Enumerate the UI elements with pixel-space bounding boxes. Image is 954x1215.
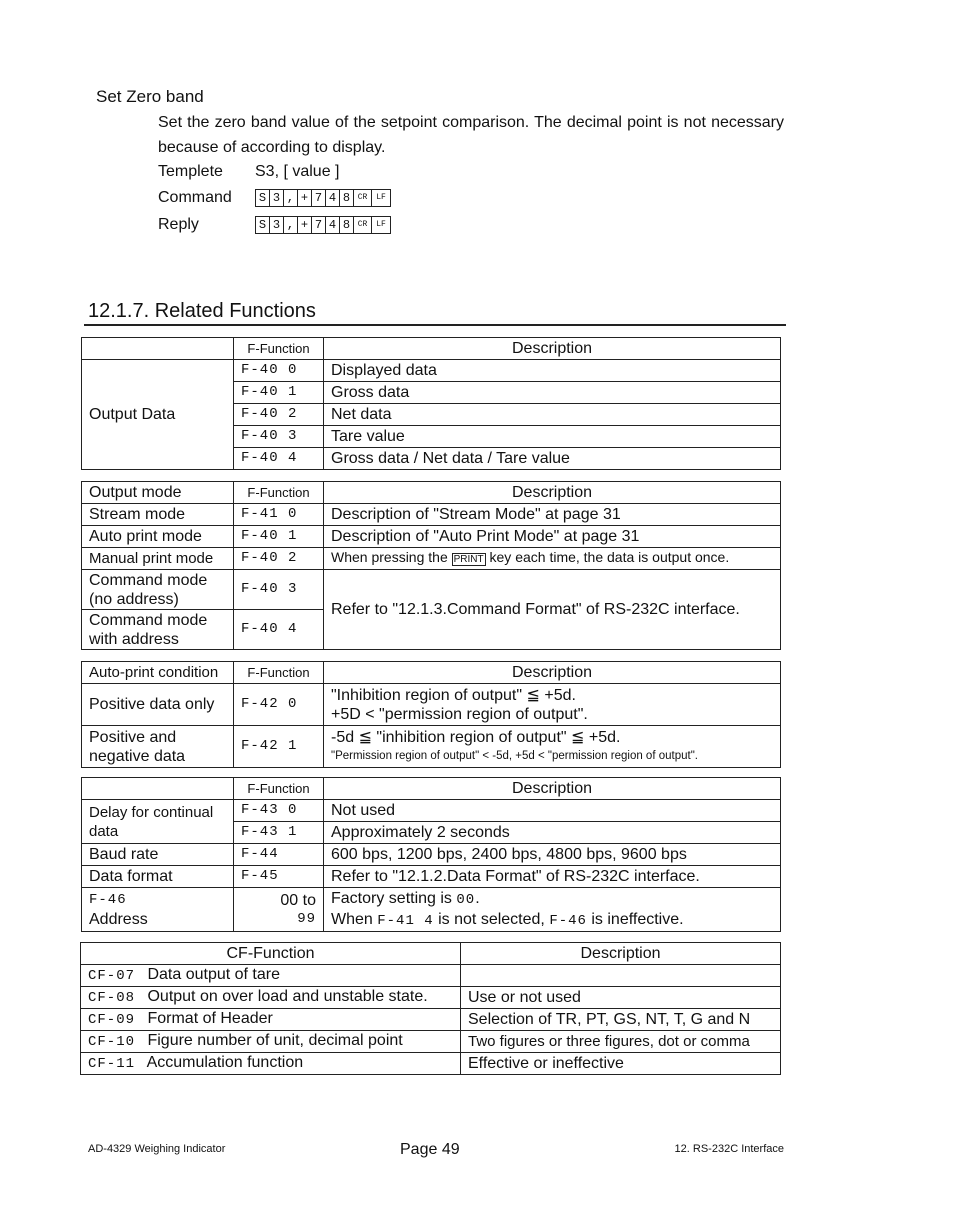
- template-value: S3, [ value ]: [255, 163, 340, 180]
- func-desc: [324, 684, 781, 726]
- key: LF: [376, 220, 386, 229]
- func-code: F-45: [234, 866, 324, 888]
- condition-label: Positive and negative data: [82, 726, 234, 768]
- cf-name: Accumulation function: [146, 1054, 304, 1071]
- desc-text: is ineffective.: [591, 910, 684, 928]
- func-desc: Gross data: [324, 382, 781, 404]
- table-row: [81, 1031, 781, 1053]
- cf-code: CF-11: [88, 1056, 136, 1072]
- table-row: [82, 526, 781, 548]
- func-desc: [324, 726, 781, 768]
- func-code: F-40 1: [234, 382, 324, 404]
- reply-row: [158, 216, 391, 234]
- cf-name: Data output of tare: [147, 966, 280, 983]
- cf-name-cell: [81, 965, 461, 987]
- section-title: 12.1.7. Related Functions: [88, 300, 316, 322]
- table-row: [82, 778, 781, 800]
- print-key-icon: PRINT: [453, 554, 484, 565]
- key: 7: [312, 217, 326, 233]
- table-row: [82, 684, 781, 726]
- cf-code: CF-09: [88, 1012, 136, 1028]
- col-header-func: CF-Function: [81, 943, 461, 965]
- table-cell: [82, 338, 234, 360]
- cf-code: CF-07: [88, 968, 136, 984]
- cf-name-cell: [81, 1009, 461, 1031]
- auto-print-table: [81, 661, 781, 768]
- key: 8: [340, 217, 354, 233]
- mode-label: Command mode with address: [82, 610, 234, 650]
- template-label: Templete: [158, 163, 223, 180]
- func-code: F-42 1: [234, 726, 324, 768]
- cf-name-cell: [81, 987, 461, 1009]
- col-header-desc: Description: [324, 482, 781, 504]
- func-desc: [324, 888, 781, 932]
- desc-text: is not selected,: [438, 910, 545, 928]
- desc-text: Factory setting is: [331, 889, 452, 907]
- table-row: [82, 504, 781, 526]
- desc-line: [331, 910, 773, 931]
- cf-desc: Selection of TR, PT, GS, NT, T, G and N: [461, 1009, 781, 1031]
- output-mode-table: [81, 481, 781, 650]
- table-row: [82, 844, 781, 866]
- func-code: F-40 3: [234, 426, 324, 448]
- output-data-table: [81, 337, 781, 470]
- footer-right: 12. RS-232C Interface: [674, 1143, 784, 1155]
- cf-name: Figure number of unit, decimal point: [147, 1032, 403, 1049]
- desc-code: F-41 4: [377, 912, 434, 929]
- key: 3: [270, 217, 284, 233]
- key: 3: [270, 190, 284, 206]
- key: S: [256, 190, 270, 206]
- table-row: [82, 338, 781, 360]
- desc-code: 00: [456, 891, 476, 908]
- key: LF: [376, 193, 386, 202]
- func-desc: Description of "Stream Mode" at page 31: [324, 504, 781, 526]
- desc-line: "Permission region of output" < -5d, +5d < "permission region of output".: [331, 749, 698, 762]
- func-desc: Displayed data: [324, 360, 781, 382]
- cf-desc: Two figures or three figures, dot or comma: [461, 1031, 781, 1053]
- command-keys: [255, 189, 391, 207]
- cf-name-cell: [81, 1053, 461, 1075]
- col-header-func: F-Function: [234, 778, 324, 800]
- misc-function-table: [81, 777, 781, 932]
- table-row: [81, 1053, 781, 1075]
- key: 7: [312, 190, 326, 206]
- table-row: [82, 570, 781, 610]
- func-code: F-40 2: [234, 404, 324, 426]
- col-header-desc: Description: [461, 943, 781, 965]
- cf-desc: [461, 965, 781, 987]
- key: +: [298, 190, 312, 206]
- reply-label: Reply: [158, 216, 199, 233]
- key: S: [256, 217, 270, 233]
- section-rule: [84, 324, 786, 326]
- output-data-label: Output Data: [82, 360, 234, 470]
- command-label: Command: [158, 189, 232, 206]
- cf-desc: Use or not used: [461, 987, 781, 1009]
- func-desc: Net data: [324, 404, 781, 426]
- col-header-desc: Description: [324, 338, 781, 360]
- desc-text: key each time, the data is output once.: [489, 549, 730, 565]
- desc-line: -5d ≦ "inhibition region of output" ≦ +5d.: [331, 728, 621, 746]
- desc-line: [331, 889, 773, 910]
- format-label: Data format: [82, 866, 234, 888]
- key: 4: [326, 217, 340, 233]
- func-code: F-40 0: [234, 360, 324, 382]
- page-number: Page 49: [400, 1141, 460, 1158]
- mode-label: Stream mode: [82, 504, 234, 526]
- set-zero-body: Set the zero band value of the setpoint comparison. The decimal point is not necessary because of according to display.: [158, 114, 784, 156]
- mode-label: Command mode (no address): [82, 570, 234, 610]
- address-range-from: 00 to: [280, 891, 316, 909]
- table-row: [82, 726, 781, 768]
- func-desc: Refer to "12.1.2.Data Format" of RS-232C interface.: [324, 866, 781, 888]
- table-row: [81, 1009, 781, 1031]
- key: CR: [354, 217, 372, 233]
- condition-label: Positive data only: [82, 684, 234, 726]
- func-code: F-40 4: [234, 610, 324, 650]
- func-desc: Not used: [324, 800, 781, 822]
- key: CR: [354, 190, 372, 206]
- table-row: [82, 888, 781, 932]
- cf-name: Format of Header: [147, 1010, 273, 1027]
- func-code: F-41 0: [234, 504, 324, 526]
- address-func: F-46: [89, 891, 127, 908]
- func-desc: [324, 548, 781, 570]
- table-row: [82, 360, 781, 382]
- func-code: F-40 4: [234, 448, 324, 470]
- func-desc: Gross data / Net data / Tare value: [324, 448, 781, 470]
- address-range-to: 99: [297, 910, 316, 927]
- shared-desc: Refer to "12.1.3.Command Format" of RS-232C interface.: [324, 570, 781, 650]
- cf-function-table: [80, 942, 781, 1075]
- table-cell: [82, 778, 234, 800]
- command-row: [158, 189, 391, 207]
- mode-label: Auto print mode: [82, 526, 234, 548]
- col-header-desc: Description: [324, 778, 781, 800]
- reply-keys: [255, 216, 391, 234]
- col-header-desc: Description: [324, 662, 781, 684]
- table-row: [82, 482, 781, 504]
- col-header-func: F-Function: [234, 482, 324, 504]
- col-header-label: Auto-print condition: [82, 662, 234, 684]
- func-code: F-40 1: [234, 526, 324, 548]
- template-row: [158, 163, 340, 181]
- func-code: F-42 0: [234, 684, 324, 726]
- address-label: Address: [89, 910, 148, 928]
- col-header-func: F-Function: [234, 338, 324, 360]
- table-row: [82, 662, 781, 684]
- key: ,: [284, 217, 298, 233]
- desc-text: When: [331, 910, 373, 928]
- func-desc: Tare value: [324, 426, 781, 448]
- table-row: [81, 943, 781, 965]
- func-code: F-43 0: [234, 800, 324, 822]
- func-code: F-40 3: [234, 570, 324, 610]
- func-desc: Description of "Auto Print Mode" at page 31: [324, 526, 781, 548]
- desc-line: +5D < "permission region of output".: [331, 705, 588, 723]
- col-header-label: Output mode: [82, 482, 234, 504]
- desc-line: "Inhibition region of output" ≦ +5d.: [331, 686, 576, 704]
- col-header-func: F-Function: [234, 662, 324, 684]
- baud-label: Baud rate: [82, 844, 234, 866]
- cf-name-cell: [81, 1031, 461, 1053]
- table-row: [81, 965, 781, 987]
- footer-left: AD-4329 Weighing Indicator: [88, 1143, 226, 1155]
- table-row: [82, 800, 781, 822]
- func-code: F-40 2: [234, 548, 324, 570]
- table-row: [82, 866, 781, 888]
- cf-code: CF-08: [88, 990, 136, 1006]
- key: 4: [326, 190, 340, 206]
- cf-desc: Effective or ineffective: [461, 1053, 781, 1075]
- desc-text: When pressing the: [331, 549, 448, 565]
- desc-code: F-46: [549, 912, 587, 929]
- cf-code: CF-10: [88, 1034, 136, 1050]
- table-row: [81, 987, 781, 1009]
- func-code: F-44: [234, 844, 324, 866]
- address-range: [234, 888, 324, 932]
- key: ,: [284, 190, 298, 206]
- cf-name: Output on over load and unstable state.: [147, 988, 428, 1005]
- mode-label: Manual print mode: [82, 548, 234, 570]
- func-desc: 600 bps, 1200 bps, 2400 bps, 4800 bps, 9600 bps: [324, 844, 781, 866]
- set-zero-heading: Set Zero band: [96, 87, 204, 106]
- key: 8: [340, 190, 354, 206]
- desc-text: .: [475, 889, 480, 907]
- func-desc: Approximately 2 seconds: [324, 822, 781, 844]
- key: +: [298, 217, 312, 233]
- table-row: [82, 548, 781, 570]
- func-code: F-43 1: [234, 822, 324, 844]
- address-cell: [82, 888, 234, 932]
- delay-label: Delay for continual data: [82, 800, 234, 844]
